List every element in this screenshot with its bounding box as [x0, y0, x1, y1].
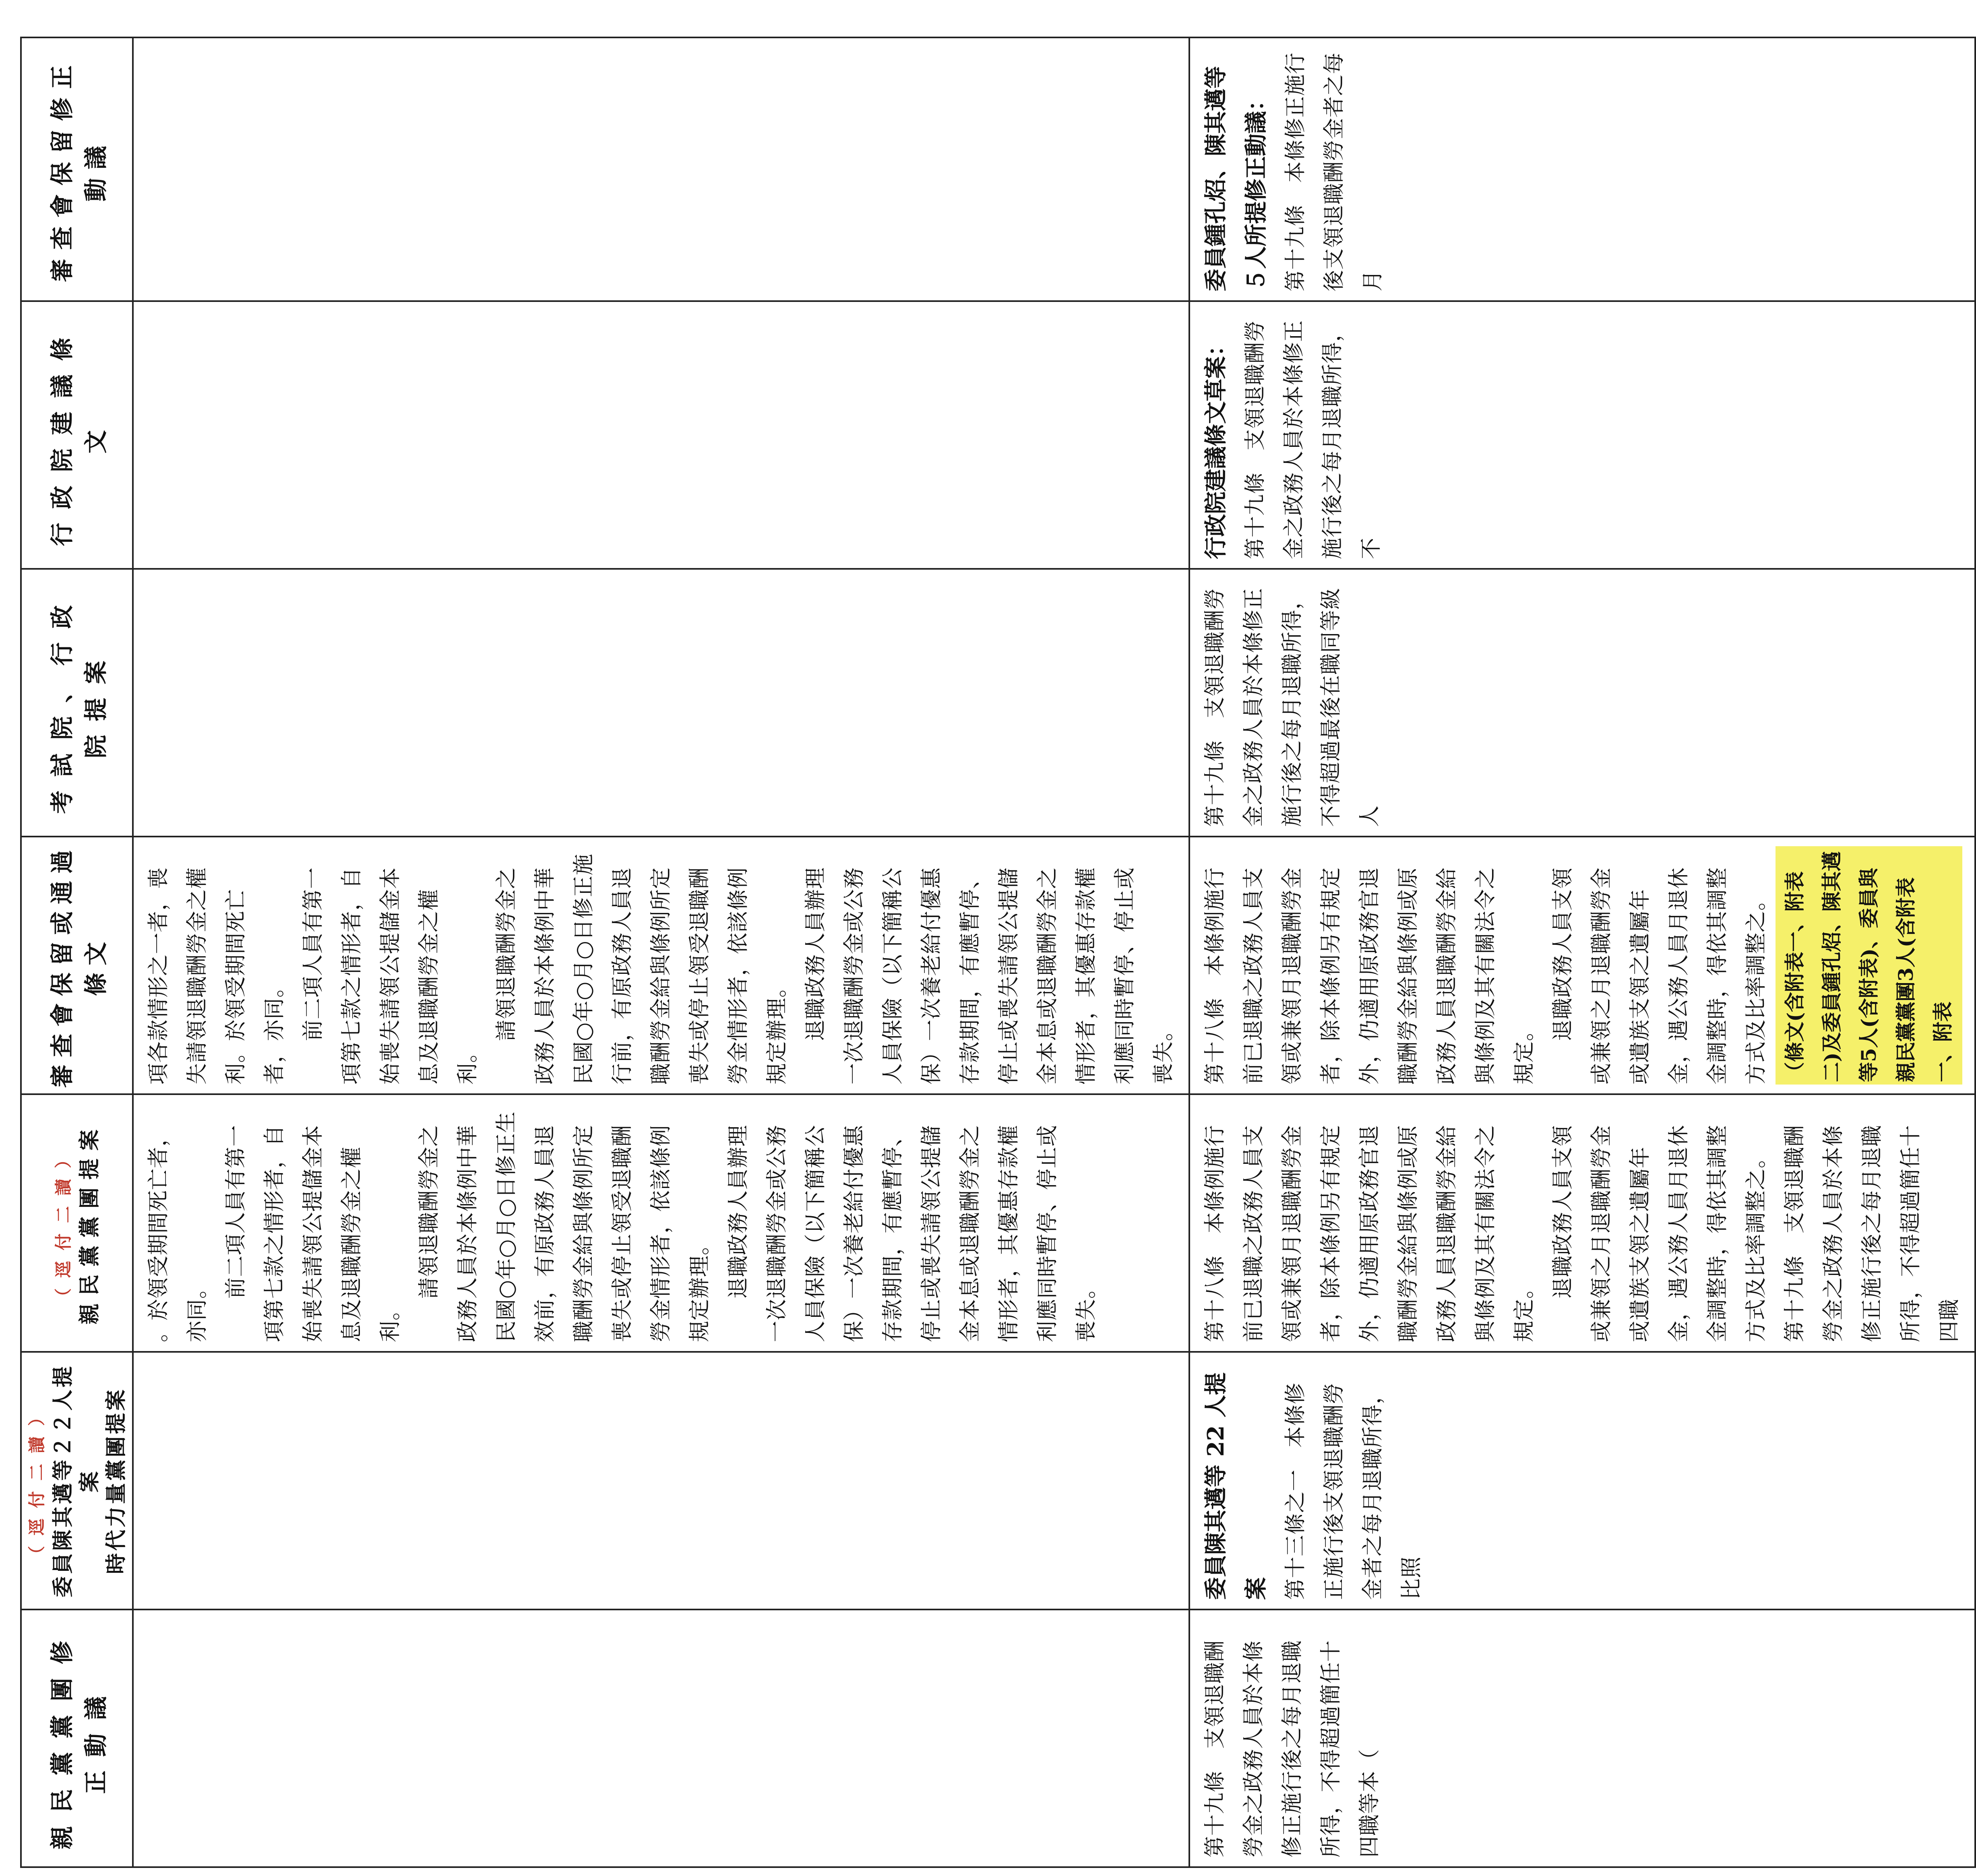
- header-row: [21, 37, 133, 1867]
- header-exam-exec: 考試院、行政院提案: [21, 569, 133, 837]
- cell-r1-tpp-bill: [133, 1094, 1189, 1352]
- table-row-1: [133, 37, 1189, 1867]
- text-r2-tpp-bill: 第十八條 本條例施行前已退職之政務人員支領或兼領月退職酬勞金者，除本條例另有規定外，仍適用原政務官退職酬勞金給與條例或原政務人員退職酬勞金給與條例及其有關法令之規定。 退職政務人員支領或兼領之月退職酬勞金或遺族支領之遺屬年金，遇公務人員月退休金調整時，得依其調整方式及比率調整之。 第十九條 支領退職酬勞金之政務人員於本條修正施行後之每月退職所得，不得超過簡任十四職: [1203, 1125, 1962, 1342]
- cell-r1-ppp-22: [133, 1352, 1189, 1609]
- label-r2-exec-suggest: 行政院建議條文草案：: [1203, 334, 1229, 559]
- cell-r2-committee: [1189, 837, 1975, 1094]
- cell-r2-tpp-bill: [1189, 1094, 1975, 1352]
- cell-r2-committee-reserve: [1189, 37, 1975, 301]
- header-tpp-amend: 親民黨黨團修正動議: [21, 1609, 133, 1867]
- table-row-2: [1189, 37, 1975, 1867]
- label-r2-ppp-22: 委員陳其邁等 22 人提案: [1203, 1372, 1269, 1600]
- highlight-note: （條文(含附表一、附表二)及委員鍾孔炤、陳其邁等5人(含附表)、委員與親民黨黨團3人(含附表一、附表: [1776, 846, 1962, 1085]
- label-r2-committee-reserve: 委員鍾孔炤、陳其邁等５人所提修正動議：: [1203, 66, 1269, 291]
- comparison-table: [20, 37, 1976, 1868]
- text-r1-committee: 項各款情形之一者，喪失請領退職酬勞金之權利。於領受期間死亡者，亦同。 前二項人員有第一項第七款之情形者，自始喪失請領公提儲金本息及退職酬勞金之權利。 請領退職酬勞金之政務人員於本條例中華民國○年○月○日修正施行前，有原政務人員退職酬勞金給與條例所定喪失或停止領受退職酬勞金情形者，依該條例規定辦理。 退職政務人員辦理一次退職酬勞金或公務人員保險（以下簡稱公保）一次養老給付優惠存款期間，有應暫停、停止或喪失請領公提儲金本息或退職酬勞金之情形者，其優惠存款權利應同時暫停、停止或喪失。: [146, 853, 1176, 1085]
- cell-r1-committee-reserve: [133, 37, 1189, 301]
- text-r2-ppp-22: 第十三條之一 本條修正施行後支領退職酬勞金者之每月退職所得，比照: [1283, 1382, 1424, 1600]
- text-r2-exam-exec: 第十九條 支領退職酬勞金之政務人員於本條修正施行後之每月退職所得，不得超過最後在職同等級人: [1203, 588, 1382, 827]
- cell-r2-exam-exec: [1189, 569, 1975, 837]
- header-committee-reserve: 審查會保留修正動議: [21, 37, 133, 301]
- cell-r1-tpp-amend: [133, 1609, 1189, 1867]
- text-r2-exec-suggest: 第十九條 支領退職酬勞金之政務人員於本條修正施行後之每月退職所得，不: [1243, 320, 1383, 559]
- text-r2-tpp-amend: 第十九條 支領退職酬勞金之政務人員於本條修正施行後之每月退職所得，不得超過簡任十四職等本（: [1203, 1640, 1382, 1857]
- cell-r1-exec-suggest: [133, 301, 1189, 569]
- header-tpp-bill: （逕付二讀） 親民黨黨團提案: [21, 1094, 133, 1352]
- header-exec-suggest: 行政院建議條文: [21, 301, 133, 569]
- header-ppp-22: （逕付二讀） 委員陳其邁等２２人提案 時代力量黨團提案: [21, 1352, 133, 1609]
- cell-r2-ppp-22: [1189, 1352, 1975, 1609]
- text-r2-committee-reserve: 第十九條 本條修正施行後支領退職酬勞金者之每月: [1283, 52, 1385, 291]
- text-r2-committee: 第十八條 本條例施行前已退職之政務人員支領或兼領月退職酬勞金者，除本條例另有規定外，仍適用原政務官退職酬勞金給與條例或原政務人員退職酬勞金給與條例及其有關法令之規定。 退職政務人員支領或兼領之月退職酬勞金或遺族支領之遺屬年金，遇公務人員月退休金調整時，得依其調整方式及比率調整之。: [1203, 867, 1768, 1085]
- cell-r1-exam-exec: [133, 569, 1189, 837]
- cell-r2-exec-suggest: [1189, 301, 1975, 569]
- header-committee: 審查會保留或通過條文: [21, 837, 133, 1094]
- cell-r2-tpp-amend: [1189, 1609, 1975, 1867]
- cell-r1-committee: [133, 837, 1189, 1094]
- text-r1-tpp-bill: 。於領受期間死亡者，亦同。 前二項人員有第一項第七款之情形者，自始喪失請領公提儲金本息及退職酬勞金之權利。 請領退職酬勞金之政務人員於本條例中華民國○年○月○日修正生效前，有原政務人員退職酬勞金給與條例所定喪失或停止領受退職酬勞金情形者，依該條例規定辦理。 退職政務人員辦理一次退職酬勞金或公務人員保險（以下簡稱公保）一次養老給付優惠存款期間，有應暫停、停止或喪失請領公提儲金本息或退職酬勞金之情形者，其優惠存款權利應同時暫停、停止或喪失。: [146, 1111, 1098, 1342]
